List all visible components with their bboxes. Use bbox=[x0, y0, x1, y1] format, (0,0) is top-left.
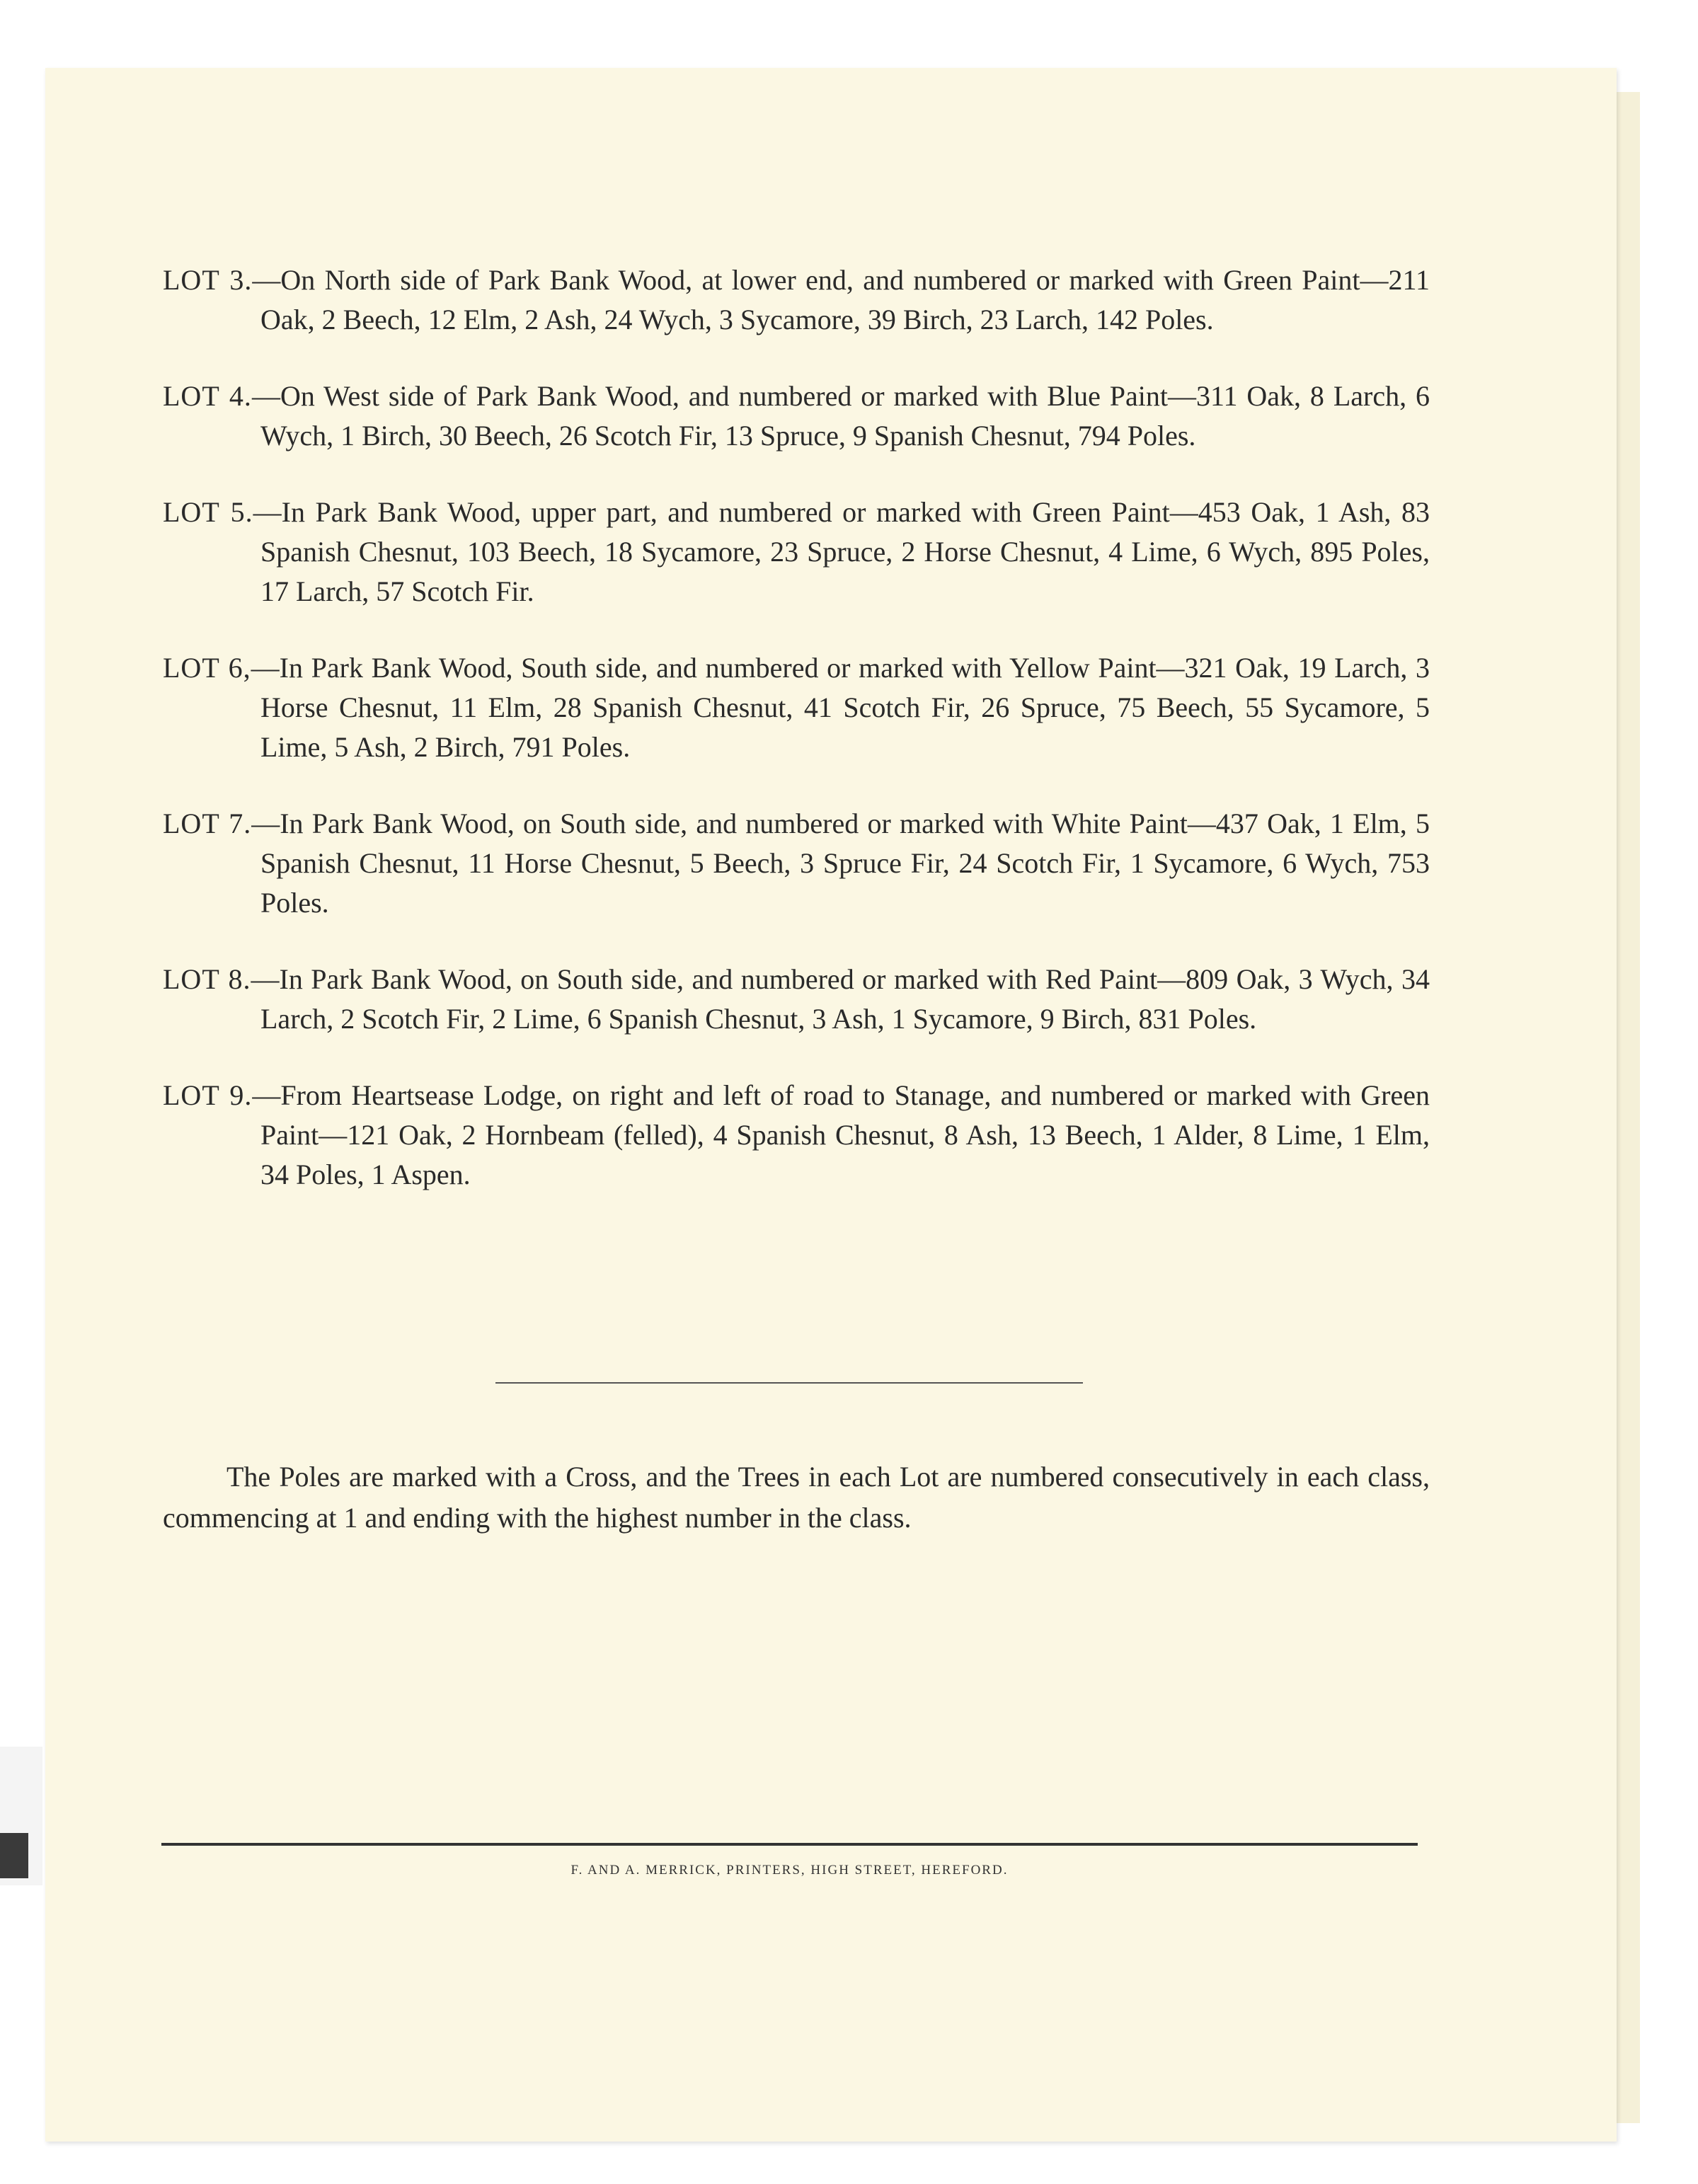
lot-description: —In Park Bank Wood, on South side, and numbered or marked with White Paint—437 Oak, 1 Elm, 5 Spanish Chesnut, 11 Horse Chesnut, 5 Beech, 3 Spruce Fir, 24 Scotch Fir, 1 Sycamore, 6 Wych, 753 Poles. bbox=[251, 807, 1430, 919]
lot-description: —From Heartsease Lodge, on right and left of road to Stanage, and numbered or marked with Green Paint—121 Oak, 2 Hornbeam (felled), 4 Spanish Chesnut, 8 Ash, 13 Beech, 1 Alder, 8 Lime, 1 Elm, 34 Poles, 1 Aspen. bbox=[252, 1079, 1430, 1190]
section-divider bbox=[495, 1382, 1083, 1384]
lot-description: —In Park Bank Wood, upper part, and numbered or marked with Green Paint—453 Oak, 1 Ash, 83 Spanish Chesnut, 103 Beech, 18 Sycamore, 23 Spruce, 2 Horse Chesnut, 4 Lime, 6 Wych, 895 Poles, 17 Larch, 57 Scotch Fir. bbox=[253, 496, 1430, 607]
lot-description: —On West side of Park Bank Wood, and numbered or marked with Blue Paint—311 Oak, 8 Larch, 6 Wych, 1 Birch, 30 Beech, 26 Scotch Fir, 13 Spruce, 9 Spanish Chesnut, 794 Poles. bbox=[251, 380, 1430, 452]
lot-3 bbox=[163, 260, 1430, 340]
lot-label: LOT 4. bbox=[163, 380, 252, 412]
lot-list bbox=[163, 260, 1430, 1231]
footer-rule bbox=[161, 1843, 1418, 1846]
lot-label: LOT 5. bbox=[163, 496, 253, 528]
lot-label: LOT 7. bbox=[163, 807, 252, 839]
lot-label: LOT 9. bbox=[163, 1079, 253, 1111]
poles-note: The Poles are marked with a Cross, and the Trees in each Lot are numbered consecutively in each class, commencing at 1 and ending with the highest number in the class. bbox=[163, 1461, 1430, 1534]
scan-background-mark bbox=[0, 1833, 28, 1878]
lot-description: —On North side of Park Bank Wood, at lower end, and numbered or marked with Green Paint—211 Oak, 2 Beech, 12 Elm, 2 Ash, 24 Wych, 3 Sycamore, 39 Birch, 23 Larch, 142 Poles. bbox=[252, 264, 1430, 335]
printer-imprint: F. AND A. MERRICK, PRINTERS, HIGH STREET, HEREFORD. bbox=[570, 1863, 1009, 1878]
lot-7 bbox=[163, 804, 1430, 923]
lot-label: LOT 3. bbox=[163, 264, 253, 296]
lot-description: —In Park Bank Wood, South side, and numbered or marked with Yellow Paint—321 Oak, 19 Larch, 3 Horse Chesnut, 11 Elm, 28 Spanish Chesnut, 41 Scotch Fir, 26 Spruce, 75 Beech, 55 Sycamore, 5 Lime, 5 Ash, 2 Birch, 791 Poles. bbox=[251, 652, 1430, 763]
lot-label: LOT 8. bbox=[163, 963, 251, 995]
lot-9 bbox=[163, 1076, 1430, 1195]
lot-label: LOT 6, bbox=[163, 652, 251, 684]
lot-4 bbox=[163, 377, 1430, 456]
lot-description: —In Park Bank Wood, on South side, and numbered or marked with Red Paint—809 Oak, 3 Wych, 34 Larch, 2 Scotch Fir, 2 Lime, 6 Spanish Chesnut, 3 Ash, 1 Sycamore, 9 Birch, 831 Poles. bbox=[251, 963, 1430, 1035]
lot-8 bbox=[163, 960, 1430, 1039]
lot-6 bbox=[163, 648, 1430, 767]
lot-5 bbox=[163, 493, 1430, 611]
